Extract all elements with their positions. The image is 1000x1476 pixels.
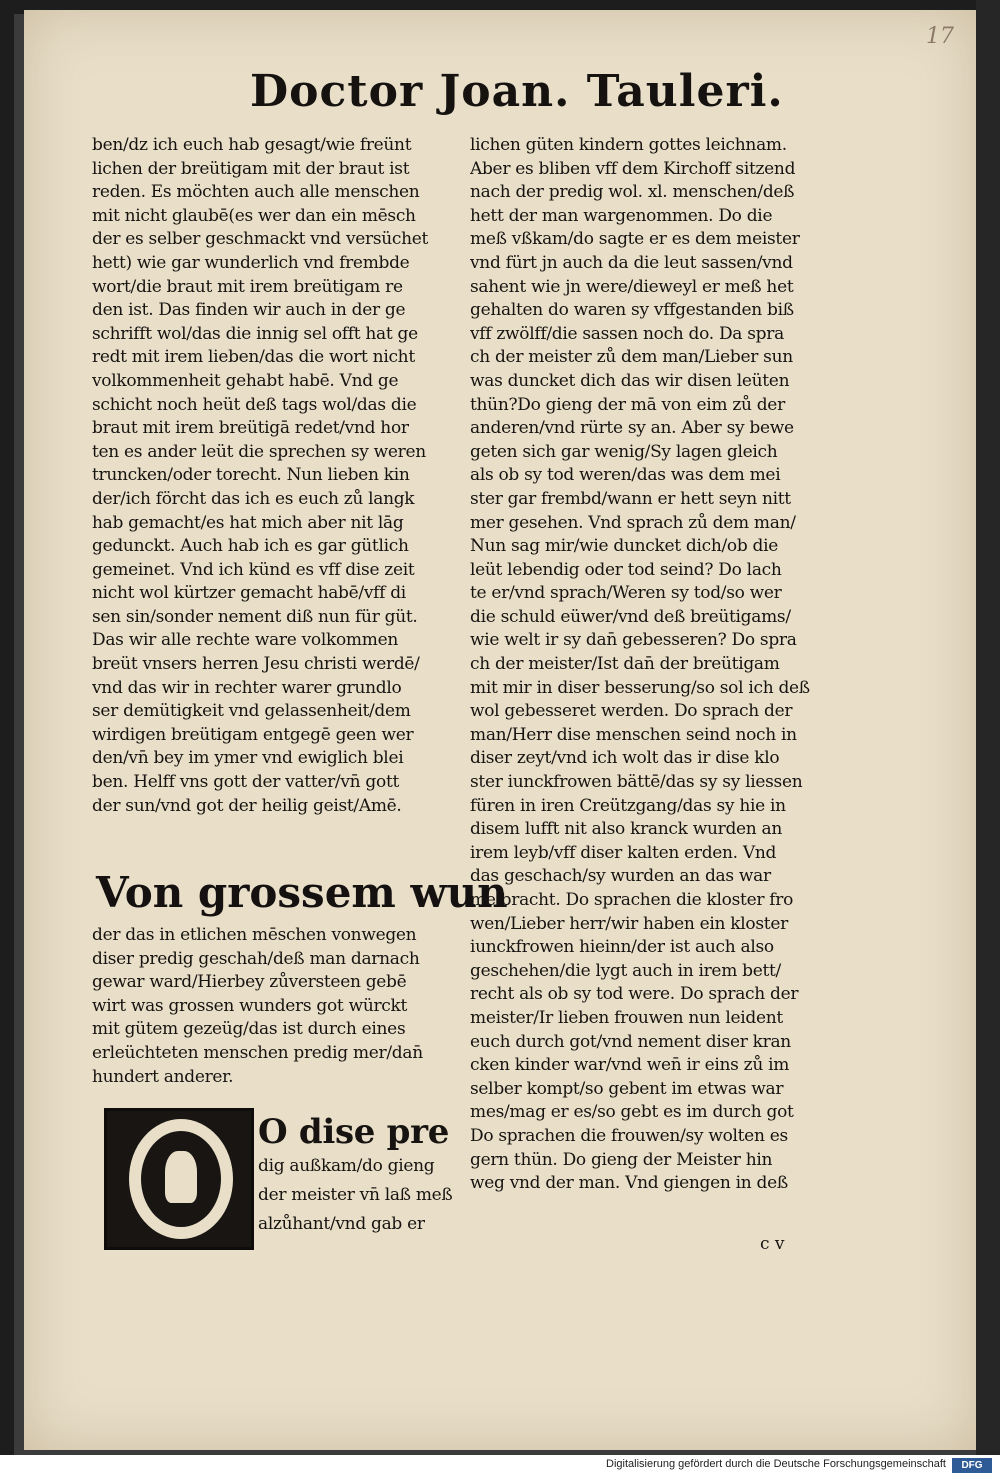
text-line: alzůhant/vnd gab er bbox=[258, 1214, 425, 1234]
text-line: dig außkam/do gieng bbox=[258, 1156, 435, 1176]
decorated-initial-o-image bbox=[104, 1108, 254, 1250]
text-line: das geschach/sy wurden an das war bbox=[470, 866, 771, 887]
text-line: schicht noch heüt deß tags wol/das die bbox=[92, 394, 417, 415]
footer-bar bbox=[0, 1455, 1000, 1476]
text-line: reden. Es möchten auch alle menschen bbox=[92, 182, 420, 203]
text-line: den ist. Das finden wir auch in der ge bbox=[92, 300, 406, 321]
text-line: wort/die braut mit irem breütigam re bbox=[92, 276, 403, 297]
text-line: thün?Do gieng der mā von eim zů der bbox=[470, 394, 785, 415]
text-line: Do sprachen die frouwen/sy wolten es bbox=[470, 1125, 788, 1146]
text-line: hundert anderer. bbox=[92, 1066, 234, 1087]
text-line: recht als ob sy tod were. Do sprach der bbox=[470, 984, 799, 1005]
text-line: meß vßkam/do sagte er es dem meister bbox=[470, 229, 800, 250]
text-line: sahent wie jn were/dieweyl er meß het bbox=[470, 276, 794, 297]
text-line: iunckfrowen hieinn/der ist auch also bbox=[470, 937, 774, 958]
text-line: diser zeyt/vnd ich wolt das ir dise klo bbox=[470, 748, 780, 769]
text-line: wol gebesseret werden. Do sprach der bbox=[470, 701, 793, 722]
text-line: hab gemacht/es hat mich aber nit lāg bbox=[92, 512, 404, 533]
text-line: Aber es bliben vff dem Kirchoff sitzend bbox=[470, 158, 796, 179]
text-line: volkommenheit gehabt habē. Vnd ge bbox=[92, 370, 399, 391]
text-line: mit mir in diser besserung/so sol ich deß bbox=[470, 677, 810, 698]
text-line: lichen güten kindern gottes leichnam. bbox=[470, 135, 787, 155]
text-line: gehalten do waren sy vffgestanden biß bbox=[470, 300, 794, 321]
text-line: der sun/vnd got der heilig geist/Amē. bbox=[92, 795, 402, 816]
text-line: gedunckt. Auch hab ich es gar gütlich bbox=[92, 536, 409, 557]
right-column bbox=[470, 134, 862, 1196]
text-line: geschehen/die lygt auch in irem bett/ bbox=[470, 960, 781, 981]
text-line: braut mit irem breütigā redet/vnd hor bbox=[92, 418, 409, 439]
text-line: truncken/oder torecht. Nun lieben kin bbox=[92, 465, 410, 486]
text-line: was duncket dich das wir disen leüten bbox=[470, 370, 790, 391]
text-line: redt mit irem lieben/das die wort nicht bbox=[92, 347, 415, 368]
text-line: ben. Helff vns gott der vatter/vn̄ gott bbox=[92, 772, 400, 793]
text-line: nicht wol kürtzer gemacht habē/vff di bbox=[92, 583, 406, 604]
text-line: me bracht. Do sprachen die kloster fro bbox=[470, 890, 794, 910]
text-line: vnd das wir in rechter warer grundlo bbox=[92, 677, 402, 698]
text-line: ch der meister/Ist dan̄ der breütigam bbox=[470, 654, 780, 675]
text-line: wie welt ir sy dan̄ gebesseren? Do spra bbox=[470, 630, 797, 651]
text-line: hett) wie gar wunderlich vnd frembde bbox=[92, 252, 410, 273]
text-line: den/vn̄ bey im ymer vnd ewiglich blei bbox=[92, 748, 404, 769]
text-line: geten sich gar wenig/Sy lagen gleich bbox=[470, 441, 778, 462]
text-line: weg vnd der man. Vnd giengen in deß bbox=[470, 1173, 788, 1194]
right-border bbox=[976, 0, 1000, 1455]
text-line: wen/Lieber herr/wir haben ein kloster bbox=[470, 913, 788, 934]
text-line: schrifft wol/das die innig sel offt hat ge bbox=[92, 323, 418, 344]
text-line: die schuld eüwer/vnd deß breütigams/ bbox=[470, 606, 791, 627]
text-line: anderen/vnd rürte sy an. Aber sy bewe bbox=[470, 418, 794, 439]
dfg-logo: DFG bbox=[952, 1458, 992, 1473]
signature-mark: c v bbox=[760, 1234, 785, 1254]
chapter-heading: Von grossem wun bbox=[96, 868, 508, 917]
text-line: wirt was grossen wunders got würckt bbox=[92, 995, 408, 1016]
text-line: Das wir alle rechte ware volkommen bbox=[92, 630, 398, 651]
text-line: gemeinet. Vnd ich künd es vff dise zeit bbox=[92, 559, 415, 580]
text-line: als ob sy tod weren/das was dem mei bbox=[470, 465, 781, 486]
text-line: der es selber geschmackt vnd versüchet bbox=[92, 229, 429, 250]
text-line: leüt lebendig oder tod seind? Do lach bbox=[470, 559, 782, 580]
text-line: ster gar frembd/wann er hett seyn nitt bbox=[470, 488, 791, 509]
text-line: mes/mag er es/so gebt es im durch got bbox=[470, 1102, 794, 1123]
text-line: vff zwölff/die sassen noch do. Da spra bbox=[470, 323, 784, 344]
text-line: meister/Ir lieben frouwen nun leident bbox=[470, 1007, 783, 1028]
text-line: mit gütem gezeüg/das ist durch eines bbox=[92, 1019, 406, 1040]
text-line: vnd fürt jn auch da die leut sassen/vnd bbox=[470, 252, 793, 273]
text-line: diser predig geschah/deß man darnach bbox=[92, 948, 420, 969]
footer-credit-text: Digitalisierung gefördert durch die Deutsche Forschungsgemeinschaft bbox=[606, 1458, 946, 1470]
text-line: ten es ander leüt die sprechen sy weren bbox=[92, 441, 426, 462]
text-line: der das in etlichen mēschen vonwegen bbox=[92, 925, 417, 945]
chapter-summary bbox=[92, 924, 484, 1089]
text-line: nach der predig wol. xl. menschen/deß bbox=[470, 182, 795, 203]
text-line: cken kinder war/vnd wen̄ ir eins zů im bbox=[470, 1055, 790, 1076]
text-line: Nun sag mir/wie duncket dich/ob die bbox=[470, 536, 779, 557]
text-line: mit nicht glaubē(es wer dan ein mēsch bbox=[92, 205, 416, 226]
text-line: gewar ward/Hierbey zůversteen gebē bbox=[92, 972, 407, 993]
text-line: gern thün. Do gieng der Meister hin bbox=[470, 1149, 773, 1170]
text-line: ch der meister zů dem man/Lieber sun bbox=[470, 347, 793, 368]
text-line: selber kompt/so gebent im etwas war bbox=[470, 1078, 784, 1099]
text-line: irem leyb/vff diser kalten erden. Vnd bbox=[470, 842, 777, 863]
running-head: Doctor Joan. Tauleri. bbox=[250, 66, 784, 117]
text-line: ben/dz ich euch hab gesagt/wie freünt bbox=[92, 135, 412, 155]
text-line: euch durch got/vnd nement diser kran bbox=[470, 1031, 791, 1052]
text-line: lichen der breütigam mit der braut ist bbox=[92, 158, 410, 179]
left-border bbox=[0, 0, 14, 1455]
text-line: der/ich förcht das ich es euch zů langk bbox=[92, 488, 415, 509]
text-line: disem lufft nit also kranck wurden an bbox=[470, 819, 783, 840]
text-line: ster iunckfrowen bättē/das sy sy liessen bbox=[470, 772, 803, 793]
text-line: hett der man wargenommen. Do die bbox=[470, 205, 773, 226]
initial-ornament-icon bbox=[165, 1151, 197, 1203]
text-line: füren in iren Creützgang/das sy hie in bbox=[470, 795, 786, 816]
text-line: te er/vnd sprach/Weren sy tod/so wer bbox=[470, 583, 782, 604]
text-line: erleüchteten menschen predig mer/dan̄ bbox=[92, 1042, 423, 1063]
left-column bbox=[92, 134, 484, 818]
chapter-opening-text bbox=[258, 1112, 484, 1239]
opening-line: O dise pre bbox=[258, 1112, 450, 1152]
text-line: mer gesehen. Vnd sprach zů dem man/ bbox=[470, 512, 796, 533]
text-line: sen sin/sonder nement diß nun für güt. bbox=[92, 606, 418, 627]
text-line: man/Herr dise menschen seind noch in bbox=[470, 724, 797, 745]
handwritten-page-number: 17 bbox=[926, 24, 954, 49]
text-line: ser demütigkeit vnd gelassenheit/dem bbox=[92, 701, 411, 722]
text-line: breüt vnsers herren Jesu christi werdē/ bbox=[92, 654, 420, 675]
text-line: wirdigen breütigam entgegē geen wer bbox=[92, 724, 414, 745]
text-line: der meister vn̄ laß meß bbox=[258, 1185, 453, 1205]
